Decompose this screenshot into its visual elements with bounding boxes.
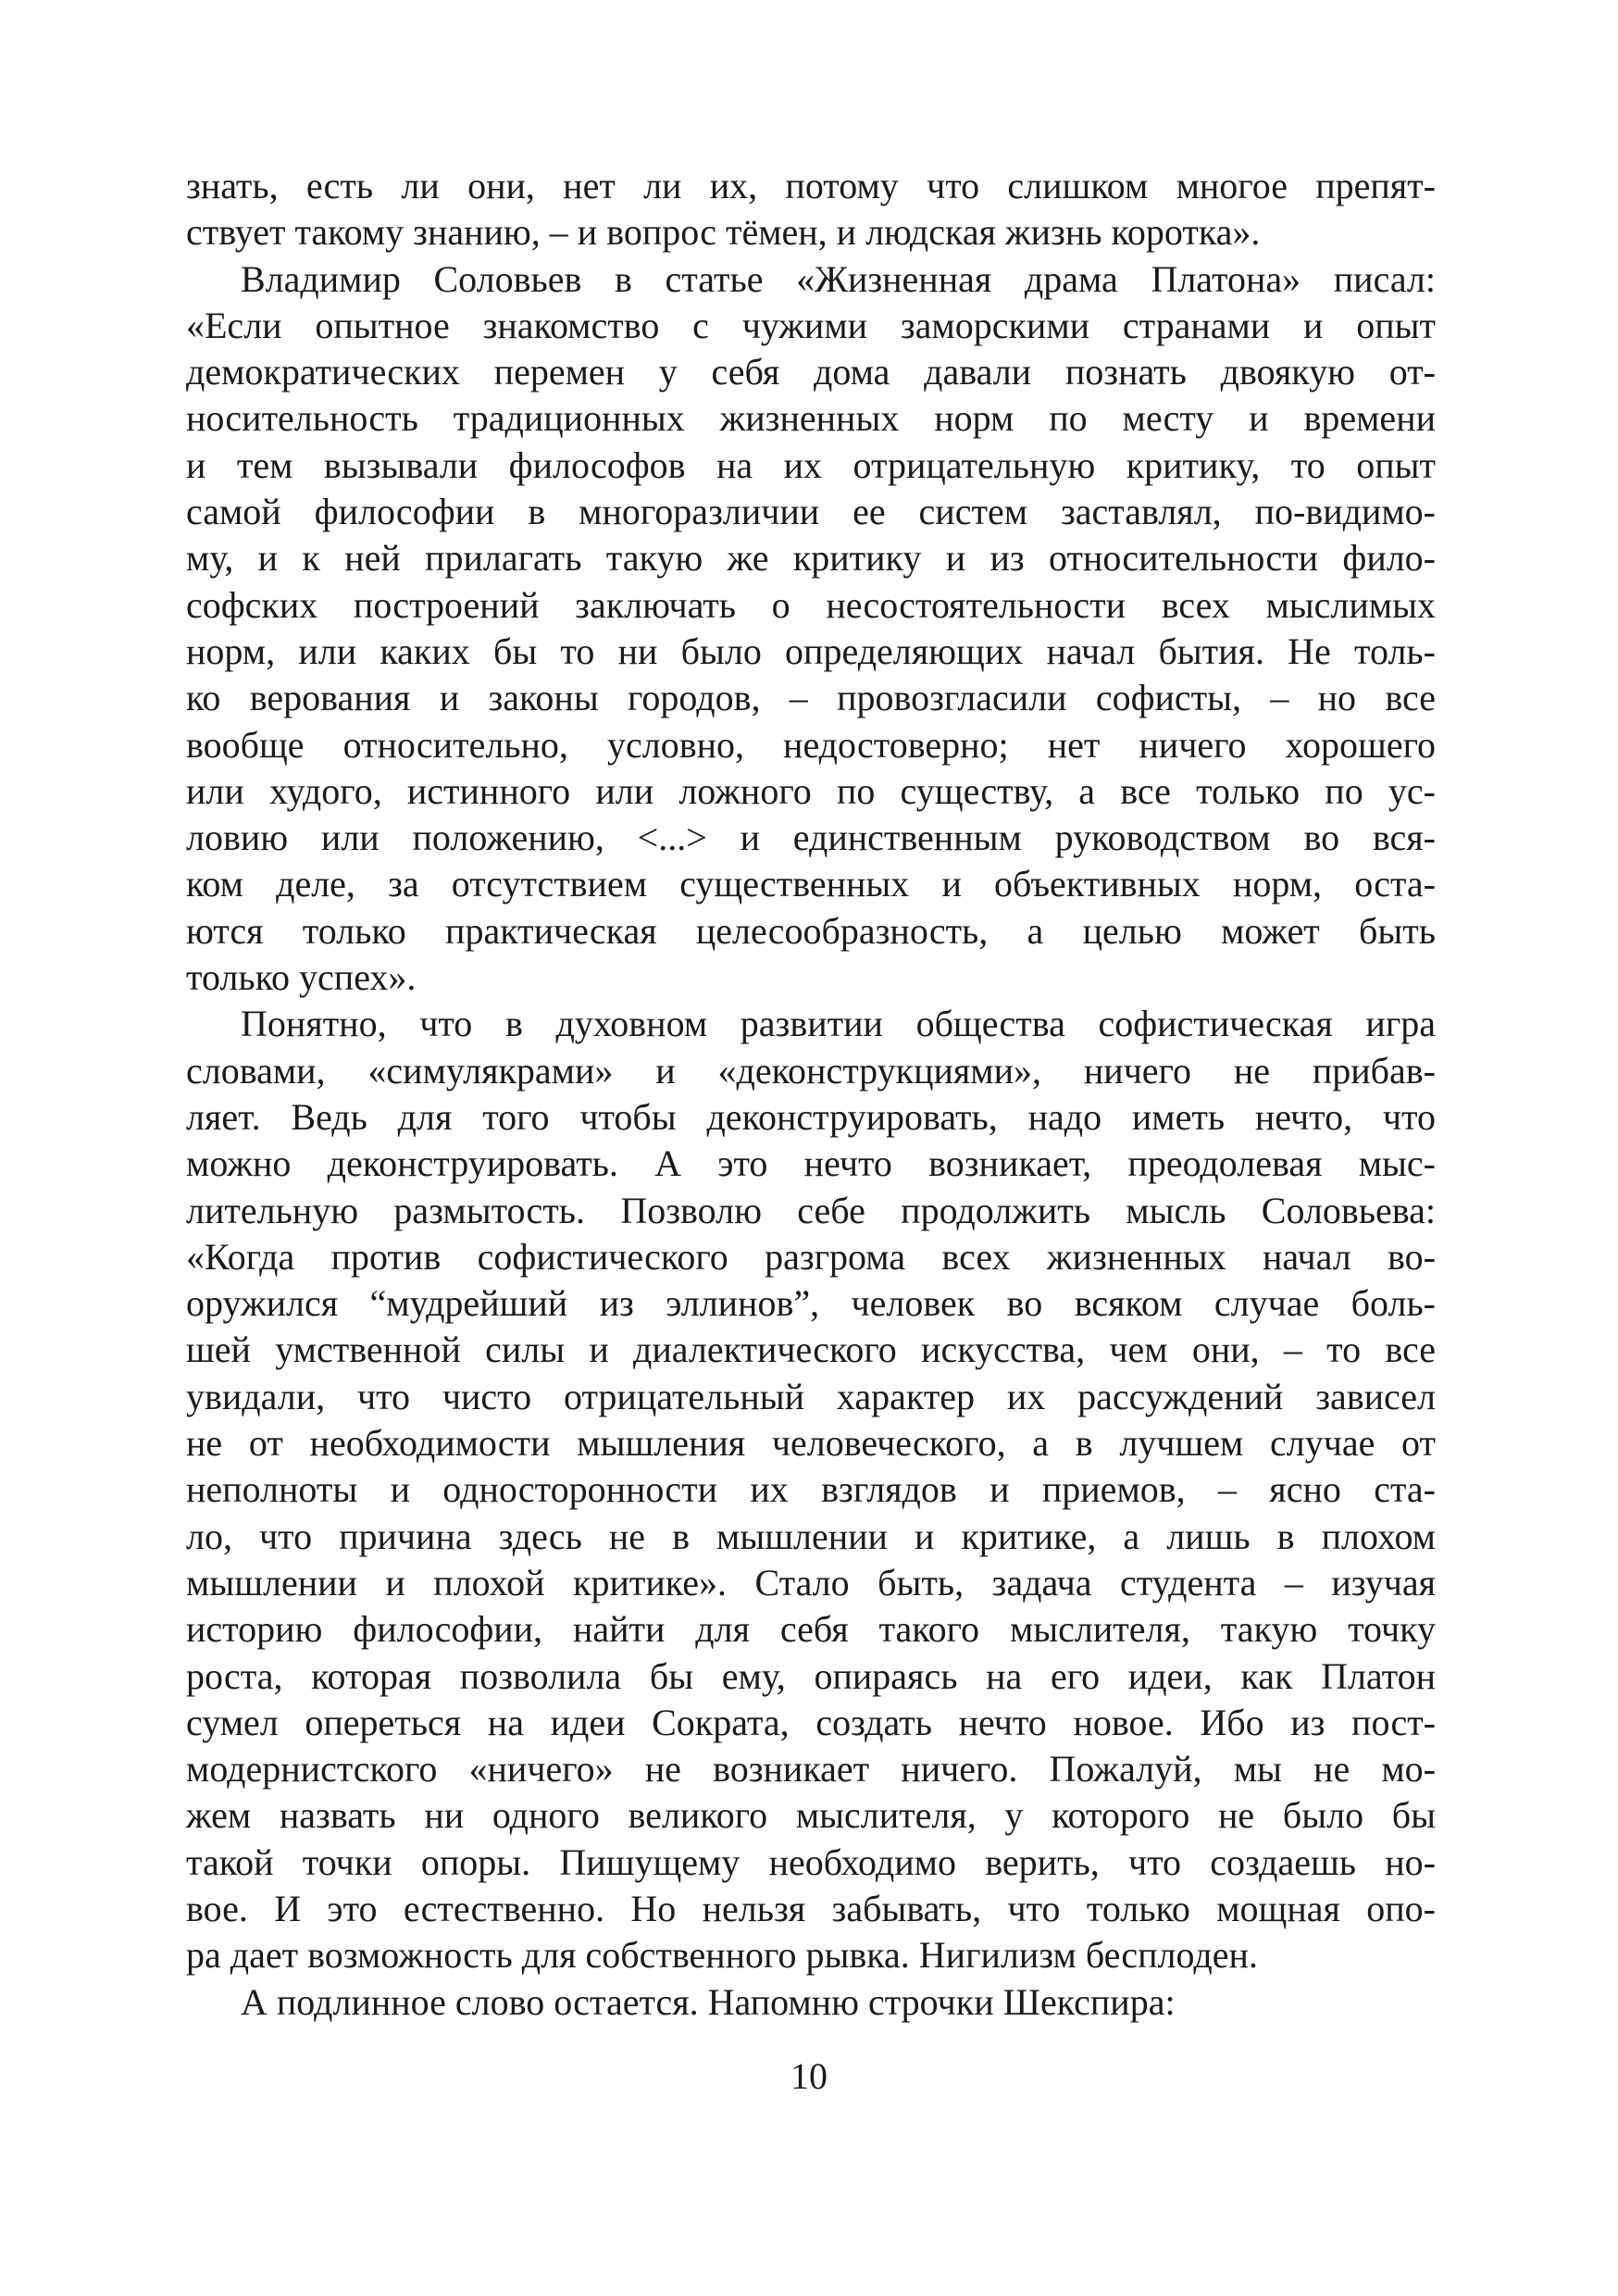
text-line: мышлении и плохой критике». Стало быть, задача студента – изучая <box>186 1561 1436 1603</box>
text-line: жем назвать ни одного великого мыслителя, у которого не было бы <box>186 1794 1436 1837</box>
text-line: носительность традиционных жизненных норм по месту и времени <box>186 397 1436 440</box>
text-line: увидали, что чисто отрицательный характер их рассуждений зависел <box>186 1375 1436 1417</box>
text-line: демократических перемен у себя дома давали познать двоякую от- <box>186 351 1436 393</box>
text-line: роста, которая позволила бы ему, опираясь на его идеи, как Платон <box>186 1654 1436 1697</box>
text-line: и тем вызывали философов на их отрицательную критику, то опыт <box>186 443 1436 486</box>
text-line: сумел опереться на идеи Сократа, создать нечто новое. Ибо из пост- <box>186 1701 1436 1743</box>
body-text <box>186 163 1436 2026</box>
text-line: ко верования и законы городов, – провозгласили софисты, – но все <box>186 677 1436 719</box>
text-line: лительную размытость. Позволю себе продолжить мысль Соловьева: <box>186 1189 1436 1231</box>
text-line: «Когда против софистического разгрома всех жизненных начал во- <box>186 1235 1436 1278</box>
text-line: вое. И это естественно. Но нельзя забывать, что только мощная опо- <box>186 1887 1436 1929</box>
text-line: софских построений заключать о несостоятельности всех мыслимых <box>186 583 1436 626</box>
text-line: только успех». <box>186 956 417 999</box>
text-line: А подлинное слово остается. Напомню строчки Шекспира: <box>241 1980 1176 2023</box>
text-line: оружился “мудрейший из эллинов”, человек во всяком случае боль- <box>186 1282 1436 1325</box>
text-line: историю философии, найти для себя такого мыслителя, такую точку <box>186 1608 1436 1651</box>
text-line: неполноты и односторонности их взглядов и приемов, – ясно ста- <box>186 1468 1436 1511</box>
text-line: ются только практическая целесообразность, а целью может быть <box>186 909 1436 952</box>
text-line: му, и к ней прилагать такую же критику и из относительности фило- <box>186 537 1436 580</box>
text-line: самой философии в многоразличии ее систем заставлял, по-видимо- <box>186 491 1436 533</box>
text-line: «Если опытное знакомство с чужими заморскими странами и опыт <box>186 304 1436 346</box>
text-line: ловию или положению, <...> и единственным руководством во вся- <box>186 817 1436 859</box>
text-line: ляет. Ведь для того чтобы деконструировать, надо иметь нечто, что <box>186 1095 1436 1138</box>
text-line: ствует такому знанию, – и вопрос тёмен, и людская жизнь коротка». <box>186 211 1261 254</box>
text-line: можно деконструировать. А это нечто возникает, преодолевая мыс- <box>186 1142 1436 1185</box>
text-line: или худого, истинного или ложного по существу, а все только по ус- <box>186 769 1436 812</box>
text-line: ло, что причина здесь не в мышлении и критике, а лишь в плохом <box>186 1515 1436 1557</box>
text-line: Владимир Соловьев в статье «Жизненная драма Платона» писал: <box>241 257 1436 300</box>
text-line: не от необходимости мышления человеческого, а в лучшем случае от <box>186 1422 1436 1465</box>
text-line: Понятно, что в духовном развитии общества софистическая игра <box>241 1003 1436 1045</box>
text-line: шей умственной силы и диалектического искусства, чем они, – то все <box>186 1329 1436 1371</box>
text-line: норм, или каких бы то ни было определяющих начал бытия. Не толь- <box>186 630 1436 672</box>
text-line: словами, «симулякрами» и «деконструкциями», ничего не прибав- <box>186 1049 1436 1092</box>
text-line: вообще относительно, условно, недостоверно; нет ничего хорошего <box>186 723 1436 766</box>
text-line: такой точки опоры. Пишущему необходимо верить, что создаешь но- <box>186 1841 1436 1883</box>
text-line: ра дает возможность для собственного рывка. Нигилизм бесплоден. <box>186 1934 1258 1977</box>
text-line: ком деле, за отсутствием существенных и объективных норм, оста- <box>186 863 1436 905</box>
text-line: модернистского «ничего» не возникает ничего. Пожалуй, мы не мо- <box>186 1748 1436 1791</box>
page-number: 10 <box>790 2055 828 2097</box>
text-line: знать, есть ли они, нет ли их, потому что слишком многое препят- <box>186 165 1436 206</box>
